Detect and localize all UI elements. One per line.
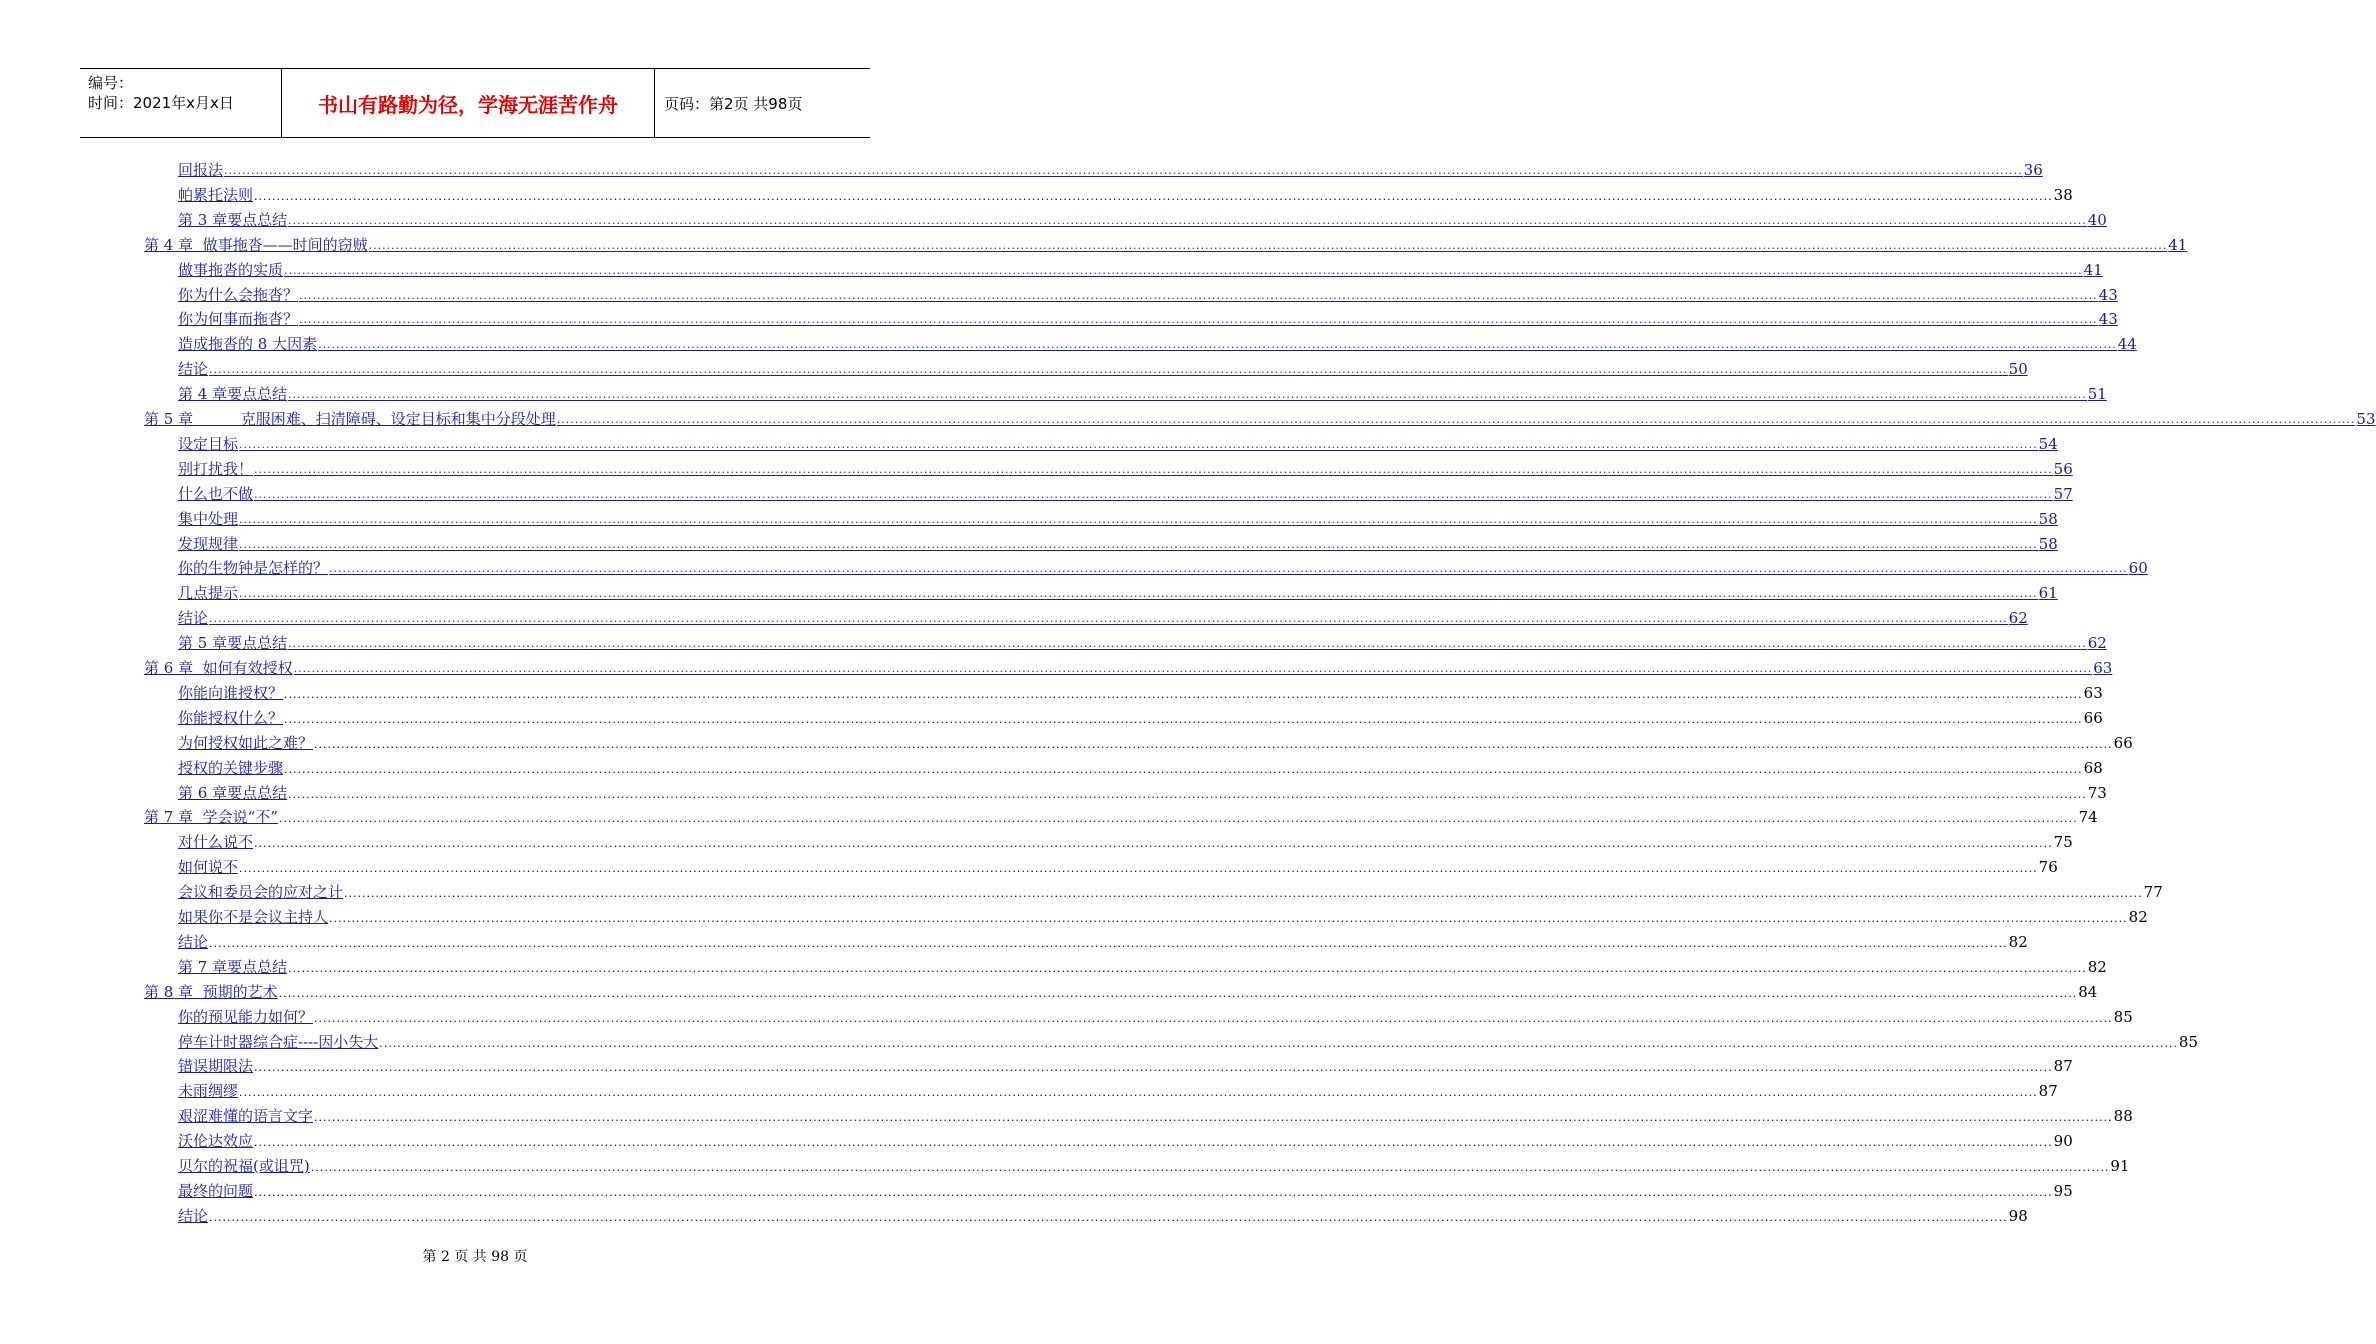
toc-entry-page[interactable]: 68 <box>2083 758 2103 777</box>
date-label: 时间：2021年x月x日 <box>88 94 234 112</box>
toc-entry-page[interactable]: 90 <box>2053 1132 2073 1151</box>
toc-entry[interactable] <box>178 855 2058 877</box>
toc-entry-title[interactable]: 设定目标 <box>178 434 239 453</box>
toc-entry-page[interactable]: 85 <box>2178 1032 2199 1051</box>
toc-entry-title[interactable]: 第 3 章要点总结 <box>178 210 288 229</box>
toc-leader-dots: ................................................................................................................................................................................................................................................................................................................................................................................................................ <box>293 662 2093 675</box>
toc-entry-page[interactable]: 63 <box>2083 683 2103 702</box>
toc-entry-page[interactable]: 41 <box>2083 260 2103 279</box>
toc-entry-page[interactable]: 77 <box>2143 883 2163 902</box>
toc-entry[interactable] <box>178 930 2028 952</box>
toc-entry-page[interactable]: 91 <box>2110 1157 2130 1175</box>
toc-entry-page[interactable]: 58 <box>2038 534 2058 553</box>
toc-entry-title[interactable]: 停车计时器综合症----因小失大 <box>178 1032 379 1051</box>
toc-entry-title[interactable]: 你的生物钟是怎样的？ <box>178 559 329 578</box>
toc-leader-dots: ................................................................................................................................................................................................................................................................................................................................................................................................................ <box>254 837 2053 851</box>
toc-entry[interactable] <box>178 1030 2199 1052</box>
toc-leader-dots: ................................................................................................................................................................................................................................................................................................................................................................................................................ <box>209 1210 2008 1224</box>
toc-entry-title[interactable]: 第 7 章要点总结 <box>178 957 288 976</box>
toc-leader-dots: ................................................................................................................................................................................................................................................................................................................................................................................................................ <box>288 637 2087 651</box>
toc-entry-page[interactable]: 58 <box>2038 509 2058 528</box>
toc-entry-page[interactable]: 56 <box>2053 459 2073 478</box>
toc-entry[interactable] <box>178 1154 2130 1176</box>
toc-entry-page[interactable]: 74 <box>2078 808 2098 827</box>
toc-entry[interactable] <box>178 556 2148 578</box>
toc-entry[interactable] <box>178 432 2058 454</box>
toc-entry-page[interactable]: 41 <box>2168 235 2188 254</box>
toc-leader-dots: ................................................................................................................................................................................................................................................................................................................................................................................................................ <box>254 189 2053 203</box>
toc-entry-page[interactable]: 98 <box>2008 1206 2028 1225</box>
toc-leader-dots: ................................................................................................................................................................................................................................................................................................................................................................................................................ <box>239 1086 2038 1100</box>
toc-entry-title[interactable]: 未雨绸缪 <box>178 1082 239 1101</box>
toc-entry[interactable] <box>178 357 2028 379</box>
toc-entry[interactable] <box>178 183 2073 205</box>
toc-entry[interactable] <box>178 731 2133 753</box>
toc-entry-page[interactable]: 44 <box>2117 335 2137 354</box>
toc-leader-dots: ................................................................................................................................................................................................................................................................................................................................................................................................................ <box>254 462 2053 476</box>
toc-entry-page[interactable]: 66 <box>2083 708 2103 727</box>
toc-entry-page[interactable]: 54 <box>2038 434 2058 453</box>
toc-leader-dots: ................................................................................................................................................................................................................................................................................................................................................................................................................ <box>368 238 2168 252</box>
toc-entry[interactable] <box>178 332 2137 354</box>
toc-entry[interactable] <box>178 457 2073 479</box>
toc-entry[interactable] <box>178 1104 2133 1126</box>
header-meta <box>80 69 282 137</box>
toc-leader-dots: ................................................................................................................................................................................................................................................................................................................................................................................................................ <box>254 1136 2053 1150</box>
toc-entry-title[interactable]: 第 8 章 预期的艺术 <box>144 982 278 1001</box>
toc-entry-title[interactable]: 第 6 章要点总结 <box>178 783 288 802</box>
toc-leader-dots: ................................................................................................................................................................................................................................................................................................................................................................................................................ <box>284 762 2083 776</box>
header-motto: 书山有路勤为径，学海无涯苦作舟 <box>282 69 655 137</box>
toc-leader-dots: ................................................................................................................................................................................................................................................................................................................................................................................................................ <box>284 263 2083 277</box>
toc-leader-dots: ................................................................................................................................................................................................................................................................................................................................................................................................................ <box>288 388 2087 402</box>
page-footer: 第 2 页 共 98 页 <box>422 1249 528 1265</box>
toc-entry[interactable] <box>178 382 2107 404</box>
toc-entry[interactable] <box>178 756 2103 778</box>
toc-entry-page[interactable]: 36 <box>2023 161 2043 179</box>
toc-entry[interactable] <box>178 681 2103 703</box>
toc-leader-dots: ................................................................................................................................................................................................................................................................................................................................................................................................................ <box>278 812 2078 826</box>
toc-entry[interactable] <box>178 880 2163 902</box>
toc-leader-dots: ................................................................................................................................................................................................................................................................................................................................................................................................................ <box>254 1061 2053 1075</box>
toc-entry-title[interactable]: 第 5 章 克服困难、扫清障碍、设定目标和集中分段处理 <box>144 410 556 428</box>
toc-entry[interactable] <box>144 980 2098 1002</box>
toc-leader-dots: ................................................................................................................................................................................................................................................................................................................................................................................................................ <box>239 537 2038 551</box>
toc-entry-page[interactable]: 62 <box>2008 609 2028 628</box>
toc-entry[interactable] <box>178 507 2058 529</box>
toc-entry[interactable] <box>178 307 2118 329</box>
toc-leader-dots: ................................................................................................................................................................................................................................................................................................................................................................................................................ <box>344 887 2143 901</box>
toc-entry-title[interactable]: 你为什么会拖沓？ <box>178 285 299 304</box>
toc-entry-page[interactable]: 57 <box>2053 484 2073 503</box>
toc-entry[interactable] <box>178 1054 2073 1076</box>
toc-entry-page[interactable]: 43 <box>2098 285 2118 304</box>
toc-entry[interactable] <box>144 656 2113 678</box>
toc-entry[interactable] <box>178 1179 2073 1201</box>
toc-entry-page[interactable]: 38 <box>2053 185 2073 204</box>
toc-entry[interactable] <box>178 283 2118 305</box>
toc-entry-page[interactable]: 62 <box>2087 634 2107 653</box>
toc-entry-title[interactable]: 第 4 章要点总结 <box>178 385 288 404</box>
toc-entry-page[interactable]: 60 <box>2128 559 2148 578</box>
toc-leader-dots: ................................................................................................................................................................................................................................................................................................................................................................................................................ <box>314 1011 2113 1025</box>
toc-entry-title[interactable]: 对什么说不 <box>178 833 254 852</box>
toc-leader-dots: ................................................................................................................................................................................................................................................................................................................................................................................................................ <box>278 986 2078 1000</box>
toc-leader-dots: ................................................................................................................................................................................................................................................................................................................................................................................................................ <box>239 512 2038 526</box>
toc-entry-title[interactable]: 你的预见能力如何？ <box>178 1007 314 1026</box>
toc-entry-title[interactable]: 错误期限法 <box>178 1057 254 1076</box>
toc-entry-title[interactable]: 为何授权如此之难？ <box>178 733 314 752</box>
toc-leader-dots: ................................................................................................................................................................................................................................................................................................................................................................................................................ <box>299 313 2098 327</box>
toc-entry-title[interactable]: 别打扰我！ <box>178 459 254 478</box>
toc-entry-title[interactable]: 会议和委员会的应对之计 <box>178 883 344 902</box>
toc-entry-title[interactable]: 艰涩难懂的语言文字 <box>178 1107 314 1126</box>
toc-leader-dots: ................................................................................................................................................................................................................................................................................................................................................................................................................ <box>209 363 2008 377</box>
code-label: 编号： <box>88 74 134 92</box>
toc-entry-page[interactable]: 73 <box>2087 783 2107 802</box>
toc-leader-dots: ................................................................................................................................................................................................................................................................................................................................................................................................................ <box>299 288 2098 302</box>
toc-entry-title[interactable]: 结论 <box>178 360 209 379</box>
toc-leader-dots: ................................................................................................................................................................................................................................................................................................................................................................................................................ <box>288 787 2087 801</box>
toc-entry[interactable] <box>178 158 2043 180</box>
toc-entry[interactable] <box>178 532 2058 554</box>
toc-leader-dots: ................................................................................................................................................................................................................................................................................................................................................................................................................ <box>254 487 2053 501</box>
toc-leader-dots: ................................................................................................................................................................................................................................................................................................................................................................................................................ <box>284 712 2083 726</box>
toc-entry-title[interactable]: 最终的问题 <box>178 1181 254 1200</box>
toc-leader-dots: ................................................................................................................................................................................................................................................................................................................................................................................................................ <box>284 687 2083 701</box>
toc-leader-dots: ................................................................................................................................................................................................................................................................................................................................................................................................................ <box>239 437 2038 451</box>
toc-entry[interactable] <box>178 208 2107 230</box>
toc-leader-dots: ................................................................................................................................................................................................................................................................................................................................................................................................................ <box>329 912 2128 925</box>
toc-entry-page[interactable]: 61 <box>2038 584 2058 603</box>
toc-entry-title[interactable]: 结论 <box>178 1206 209 1225</box>
toc-entry-page[interactable]: 50 <box>2008 360 2028 379</box>
toc-entry-page[interactable]: 95 <box>2053 1181 2073 1200</box>
toc-entry-page[interactable]: 84 <box>2078 982 2098 1001</box>
toc-entry-page[interactable]: 82 <box>2087 957 2107 976</box>
toc-entry[interactable] <box>178 631 2107 653</box>
toc-entry-title[interactable]: 帕累托法则 <box>178 185 254 204</box>
toc-entry-title[interactable]: 沃伦达效应 <box>178 1132 254 1151</box>
toc-entry[interactable] <box>144 407 2376 429</box>
toc-leader-dots: ................................................................................................................................................................................................................................................................................................................................................................................................................ <box>239 862 2038 876</box>
toc-entry-title[interactable]: 结论 <box>178 609 209 628</box>
toc-entry-title[interactable]: 集中处理 <box>178 509 239 528</box>
toc-entry[interactable] <box>178 905 2148 927</box>
toc-entry-page[interactable]: 88 <box>2113 1107 2133 1126</box>
toc-entry[interactable] <box>178 1005 2133 1027</box>
toc-leader-dots: ................................................................................................................................................................................................................................................................................................................................................................................................................ <box>254 1185 2053 1199</box>
toc-leader-dots: ................................................................................................................................................................................................................................................................................................................................................................................................................ <box>314 1111 2113 1125</box>
toc-entry-page[interactable]: 82 <box>2128 908 2148 926</box>
toc-entry-page[interactable]: 66 <box>2113 733 2133 752</box>
toc-entry[interactable] <box>178 258 2103 280</box>
toc-entry-title[interactable]: 第 6 章 如何有效授权 <box>144 659 293 677</box>
toc-entry-page[interactable]: 85 <box>2113 1007 2133 1026</box>
toc-entry-title[interactable]: 你为何事而拖沓？ <box>178 310 299 329</box>
toc-leader-dots: ................................................................................................................................................................................................................................................................................................................................................................................................................ <box>329 562 2128 576</box>
toc-leader-dots: ................................................................................................................................................................................................................................................................................................................................................................................................................ <box>314 737 2113 751</box>
toc-entry-page[interactable]: 51 <box>2087 385 2107 404</box>
toc-entry[interactable] <box>178 482 2073 504</box>
toc-leader-dots: ................................................................................................................................................................................................................................................................................................................................................................................................................ <box>239 587 2038 601</box>
toc-entry-title[interactable]: 如果你不是会议主持人 <box>178 908 329 926</box>
toc-entry-title[interactable]: 如何说不 <box>178 858 239 877</box>
toc-entry-page[interactable]: 63 <box>2093 659 2113 677</box>
toc-entry-page[interactable]: 82 <box>2008 932 2028 951</box>
toc-entry-page[interactable]: 43 <box>2098 310 2118 329</box>
toc-entry[interactable] <box>178 1204 2028 1226</box>
toc-leader-dots: ................................................................................................................................................................................................................................................................................................................................................................................................................ <box>288 961 2087 975</box>
toc-leader-dots: ................................................................................................................................................................................................................................................................................................................................................................................................................ <box>556 413 2356 426</box>
toc-entry[interactable] <box>178 606 2028 628</box>
toc-leader-dots: ................................................................................................................................................................................................................................................................................................................................................................................................................ <box>288 213 2087 227</box>
toc-entry-title[interactable]: 什么也不做 <box>178 484 254 503</box>
toc-entry-title[interactable]: 授权的关键步骤 <box>178 758 284 777</box>
toc-entry[interactable] <box>144 233 2188 255</box>
toc-entry[interactable] <box>144 805 2098 827</box>
toc-entry[interactable] <box>178 781 2107 803</box>
toc-leader-dots: ................................................................................................................................................................................................................................................................................................................................................................................................................ <box>310 1161 2110 1174</box>
toc-entry[interactable] <box>178 581 2058 603</box>
toc-leader-dots: ................................................................................................................................................................................................................................................................................................................................................................................................................ <box>318 338 2117 352</box>
toc-leader-dots: ................................................................................................................................................................................................................................................................................................................................................................................................................ <box>224 164 2023 177</box>
toc-entry-title[interactable]: 发现规律 <box>178 534 239 553</box>
toc-entry-page[interactable]: 40 <box>2087 210 2107 229</box>
toc-entry[interactable] <box>178 955 2107 977</box>
toc-entry-title[interactable]: 你能授权什么？ <box>178 708 284 727</box>
toc-entry-title[interactable]: 回报法 <box>178 161 224 179</box>
toc-entry-title[interactable]: 第 4 章 做事拖沓——时间的窃贼 <box>144 235 368 254</box>
toc-entry-page[interactable]: 87 <box>2053 1057 2073 1076</box>
toc-entry-page[interactable]: 75 <box>2053 833 2073 852</box>
toc-leader-dots: ................................................................................................................................................................................................................................................................................................................................................................................................................ <box>379 1036 2178 1050</box>
toc-leader-dots: ................................................................................................................................................................................................................................................................................................................................................................................................................ <box>209 612 2008 626</box>
toc-entry-page[interactable]: 53 <box>2356 410 2376 428</box>
toc-entry-title[interactable]: 你能向谁授权？ <box>178 683 284 702</box>
toc-entry[interactable] <box>178 1129 2073 1151</box>
toc-entry-title[interactable]: 几点提示 <box>178 584 239 603</box>
toc-entry[interactable] <box>178 830 2073 852</box>
toc-entry-title[interactable]: 结论 <box>178 932 209 951</box>
toc-entry[interactable] <box>178 1079 2058 1101</box>
toc-entry[interactable] <box>178 706 2103 728</box>
toc-entry-title[interactable]: 第 7 章 学会说“不” <box>144 808 278 827</box>
toc-entry-title[interactable]: 第 5 章要点总结 <box>178 634 288 653</box>
header-page-label: 页码：第2页 共98页 <box>664 94 803 113</box>
toc-entry-title[interactable]: 造成拖沓的 8 大因素 <box>178 335 318 354</box>
page-header <box>80 68 870 138</box>
toc-entry-page[interactable]: 76 <box>2038 858 2058 877</box>
toc-entry-title[interactable]: 贝尔的祝福(或诅咒) <box>178 1157 310 1175</box>
toc-leader-dots: ................................................................................................................................................................................................................................................................................................................................................................................................................ <box>209 936 2008 950</box>
toc-entry-page[interactable]: 87 <box>2038 1082 2058 1101</box>
toc-entry-title[interactable]: 做事拖沓的实质 <box>178 260 284 279</box>
